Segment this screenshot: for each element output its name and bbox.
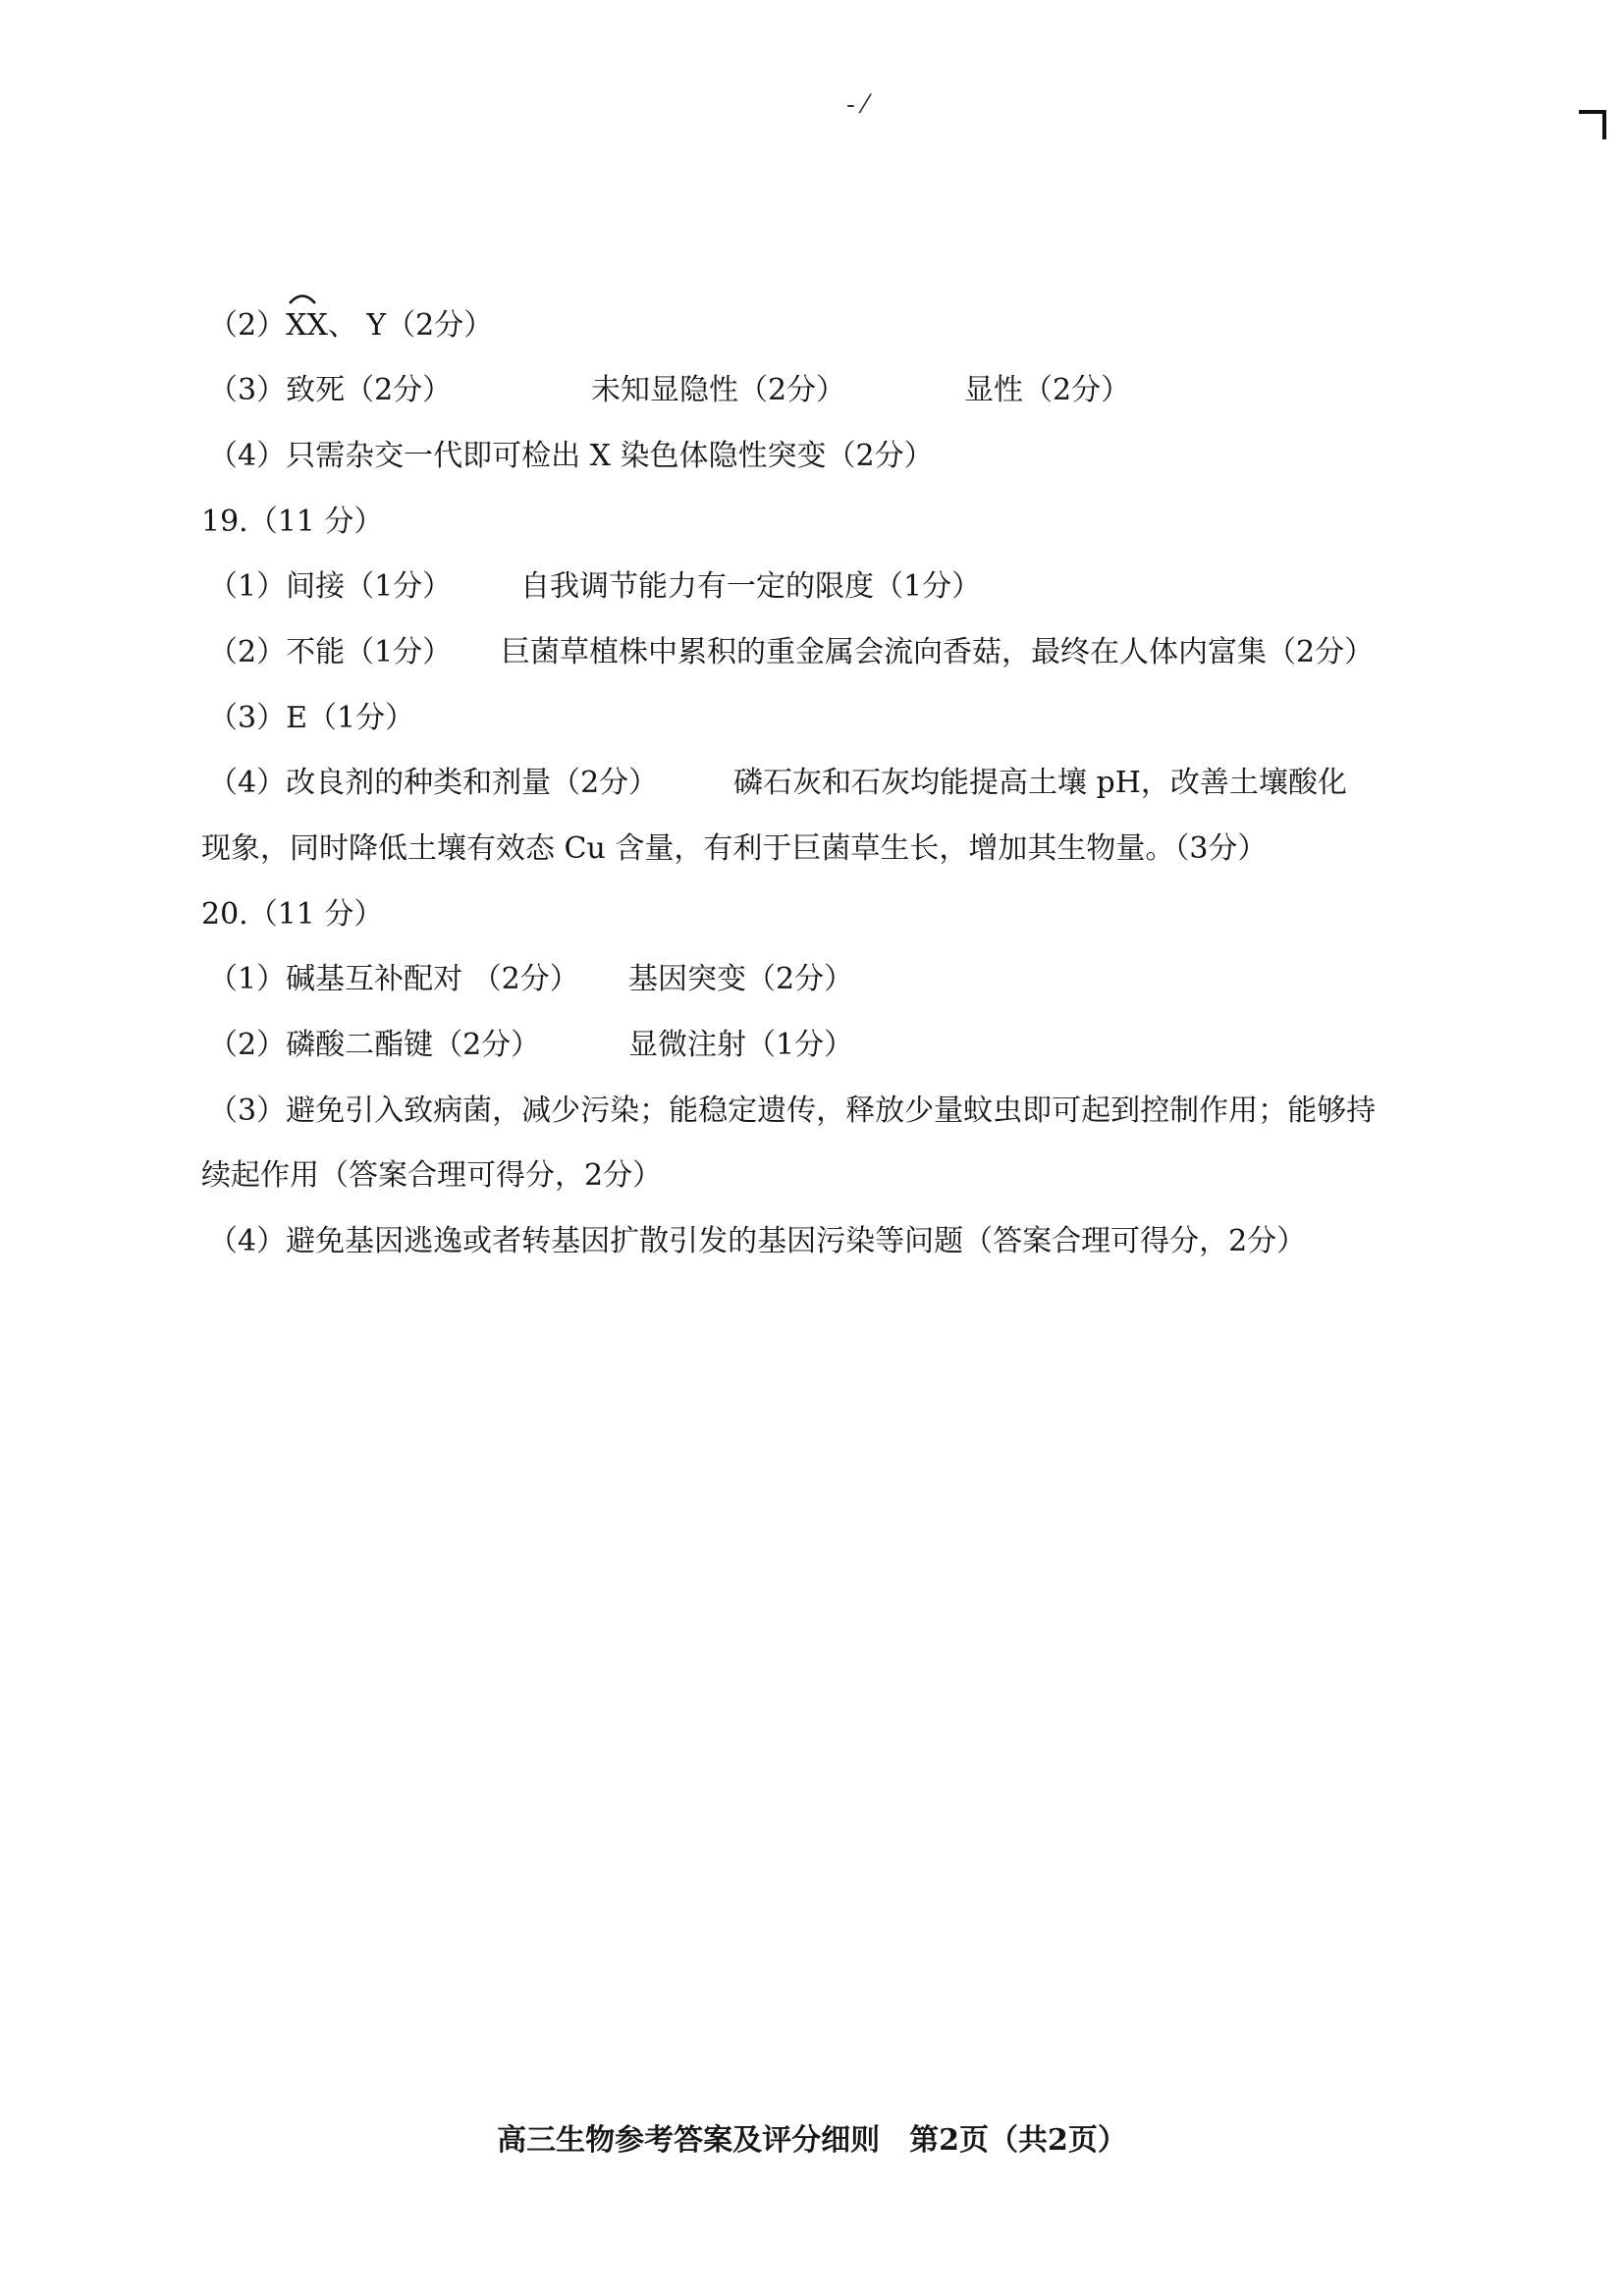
corner-crop-mark xyxy=(1579,110,1606,139)
attached-arc-icon xyxy=(288,291,317,304)
q19-part3-answer: （3）E（1分） xyxy=(208,701,415,735)
q18-part2-rest: 、 Y（2分） xyxy=(327,308,494,343)
q18-part3-answer xyxy=(208,371,1288,410)
q19-part4-answer xyxy=(208,764,1416,803)
q18-part2-answer xyxy=(208,306,493,346)
q20-part1-b: 基因突变（2分） xyxy=(628,962,854,996)
q18-part4-answer: （4）只需杂交一代即可检出 X 染色体隐性突变（2分） xyxy=(208,439,934,473)
q18-part3-a: （3）致死（2分） xyxy=(208,373,453,407)
q20-part2-b: 显微注射（1分） xyxy=(628,1028,854,1062)
page-footer: 高三生物参考答案及评分细则 第2页（共2页） xyxy=(497,2123,1127,2158)
q20-part2-a: （2）磷酸二酯键（2分） xyxy=(208,1028,541,1062)
top-page-mark: - ⁄ xyxy=(846,90,868,120)
q19-part1-a: （1）间接（1分） xyxy=(208,569,453,604)
q20-heading: 20.（11 分） xyxy=(201,897,384,932)
q20-part3-continuation: 续起作用（答案合理可得分，2分） xyxy=(201,1158,663,1193)
xx-attached-chromosome xyxy=(286,306,328,346)
q20-part1-a: （1）碱基互补配对 （2分） xyxy=(208,962,579,996)
q19-part2-a: （2）不能（1分） xyxy=(208,635,453,669)
q19-part1-b: 自我调节能力有一定的限度（1分） xyxy=(520,569,982,604)
q20-part4-answer: （4）避免基因逃逸或者转基因扩散引发的基因污染等问题（答案合理可得分，2分） xyxy=(208,1224,1307,1258)
q19-part2-answer xyxy=(208,633,1416,672)
xx-label: XX xyxy=(286,308,328,343)
q19-part4-b: 磷石灰和石灰均能提高土壤 pH，改善土壤酸化 xyxy=(733,766,1347,800)
q18-part3-b: 未知显隐性（2分） xyxy=(591,373,846,407)
q19-part4-continuation: 现象，同时降低土壤有效态 Cu 含量，有利于巨菌草生长，增加其生物量。（3分） xyxy=(201,831,1268,866)
q19-part4-a: （4）改良剂的种类和剂量（2分） xyxy=(208,766,659,800)
q20-part3-answer: （3）避免引入致病菌，减少污染；能稳定遗传，释放少量蚊虫即可起到控制作用；能够持 xyxy=(208,1094,1377,1128)
q20-part1-answer xyxy=(208,960,1288,999)
q20-part2-answer xyxy=(208,1026,1288,1065)
q19-heading: 19.（11 分） xyxy=(201,505,384,539)
q19-part2-b: 巨菌草植株中累积的重金属会流向香菇，最终在人体内富集（2分） xyxy=(501,635,1375,669)
q18-part2-number: （2） xyxy=(208,308,287,343)
q18-part3-c: 显性（2分） xyxy=(964,373,1131,407)
q19-part1-answer xyxy=(208,567,1288,607)
